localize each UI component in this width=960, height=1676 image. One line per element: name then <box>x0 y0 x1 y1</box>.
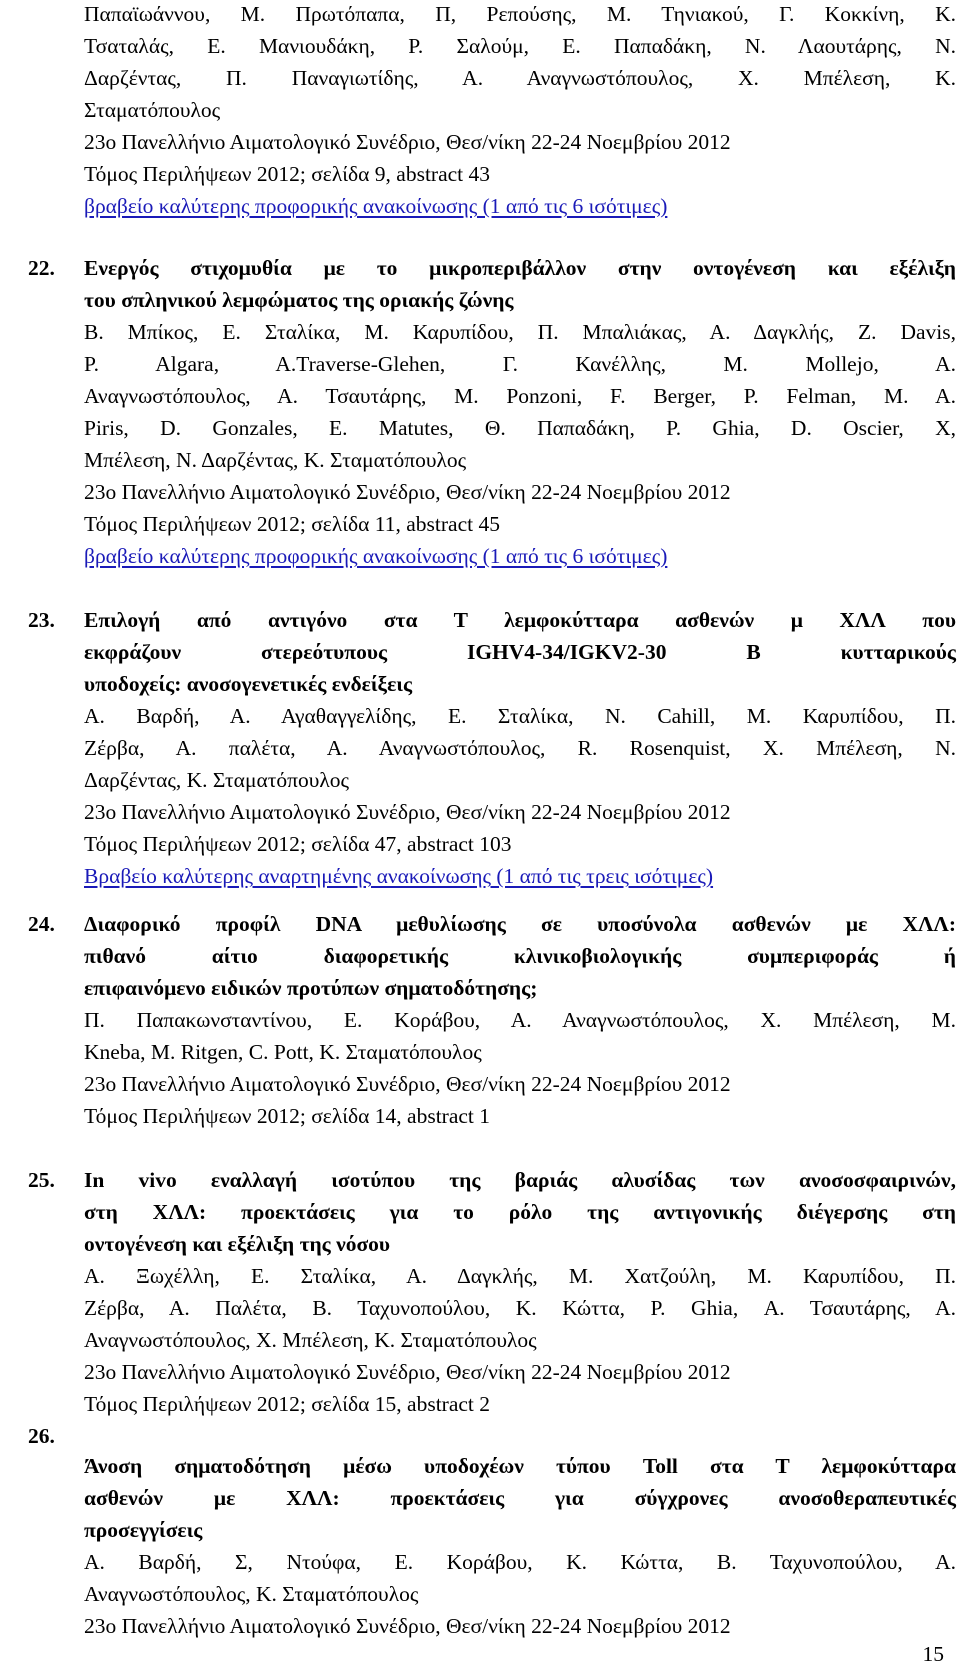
entry-title-line: του σπληνικού λεμφώματος της οριακής ζώνης <box>84 288 514 312</box>
award-link[interactable]: βραβείο καλύτερης προφορικής ανακοίνωσης (1 από τις 6 ισότιμες) <box>84 544 668 568</box>
author-line: Α. Βαρδή, Α. Αγαθαγγελίδης, Ε. Σταλίκα, Ν. Cahill, Μ. Καρυπίδου, Π. <box>84 704 956 728</box>
author-line: Π. Παπακωνσταντίνου, Ε. Κοράβου, Α. Αναγνωστόπουλος, Χ. Μπέλεση, M. <box>84 1008 956 1032</box>
entry-number: 25. <box>28 1168 55 1192</box>
venue-line: 23ο Πανελλήνιο Αιματολογικό Συνέδριο, Θεσ/νίκη 22-24 Νοεμβρίου 2012 <box>84 1360 731 1384</box>
award-link[interactable]: βραβείο καλύτερης προφορικής ανακοίνωσης (1 από τις 6 ισότιμες) <box>84 194 668 218</box>
entry-title-line: ασθενών με ΧΛΛ: προεκτάσεις για σύγχρονες ανοσοθεραπευτικές <box>84 1486 956 1510</box>
entry-number: 22. <box>28 256 55 280</box>
abstract-line: Τόμος Περιλήψεων 2012; σελίδα 14, abstract 1 <box>84 1104 491 1128</box>
author-line: Αναγνωστόπουλος, Χ. Μπέλεση, Κ. Σταματόπουλος <box>84 1328 537 1352</box>
entry-title-line: στη ΧΛΛ: προεκτάσεις για το ρόλο της αντιγονικής διέγερσης στη <box>84 1200 956 1224</box>
venue-line: 23ο Πανελλήνιο Αιματολογικό Συνέδριο, Θεσ/νίκη 22-24 Νοεμβρίου 2012 <box>84 480 731 504</box>
author-line: P. Algara, A.Traverse-Glehen, Γ. Κανέλλης, M. Mollejo, A. <box>84 352 956 376</box>
entry-title-line: πιθανό αίτιο διαφορετικής κλινικοβιολογικής συμπεριφοράς ή <box>84 944 956 968</box>
author-line: Ζέρβα, Α. παλέτα, Α. Αναγνωστόπουλος, R. Rosenquist, Χ. Μπέλεση, Ν. <box>84 736 956 760</box>
author-line: Piris, D. Gonzales, E. Matutes, Θ. Παπαδάκη, P. Ghia, D. Oscier, Χ, <box>84 416 956 440</box>
abstract-line: Τόμος Περιλήψεων 2012; σελίδα 9, abstract 43 <box>84 162 491 186</box>
entry-title-line: Επιλογή από αντιγόνο στα Τ λεμφοκύτταρα ασθενών μ ΧΛΛ που <box>84 608 956 632</box>
author-line: Τσαταλάς, Ε. Μανιουδάκη, Ρ. Σαλούμ, Ε. Παπαδάκη, Ν. Λαουτάρης, Ν. <box>84 34 956 58</box>
entry-title-line: οντογένεση και εξέλιξη της νόσου <box>84 1232 391 1256</box>
author-line: Α. Βαρδή, Σ, Ντούφα, Ε. Κοράβου, Κ. Κώττα, Β. Ταχυνοπούλου, Α. <box>84 1550 956 1574</box>
author-line: Β. Μπίκος, Ε. Σταλίκα, Μ. Καρυπίδου, Π. Μπαλιάκας, Α. Δαγκλής, Z. Davis, <box>84 320 956 344</box>
venue-line: 23ο Πανελλήνιο Αιματολογικό Συνέδριο, Θεσ/νίκη 22-24 Νοεμβρίου 2012 <box>84 130 731 154</box>
entry-number: 26. <box>28 1424 55 1448</box>
entry-title-line: In vivo εναλλαγή ισοτύπου της βαριάς αλυσίδας των ανοσοσφαιρινών, <box>84 1168 956 1192</box>
venue-line: 23ο Πανελλήνιο Αιματολογικό Συνέδριο, Θεσ/νίκη 22-24 Νοεμβρίου 2012 <box>84 800 731 824</box>
venue-line: 23ο Πανελλήνιο Αιματολογικό Συνέδριο, Θεσ/νίκη 22-24 Νοεμβρίου 2012 <box>84 1072 731 1096</box>
entry-22 <box>84 252 956 572</box>
entry-title-line: προσεγγίσεις <box>84 1518 203 1542</box>
entry-24 <box>84 908 956 1132</box>
entry-title-line: εκφράζουν στερεότυπους IGHV4-34/IGKV2-30 Β κυτταρικούς <box>84 640 956 664</box>
entry-title-line: επιφαινόμενο ειδικών προτύπων σηματοδότησης; <box>84 976 538 1000</box>
author-line: Παπαϊωάννου, Μ. Πρωτόπαπα, Π, Ρεπούσης, Μ. Τηνιακού, Γ. Κοκκίνη, Κ. <box>84 2 956 26</box>
author-line: Kneba, M. Ritgen, C. Pott, Κ. Σταματόπουλος <box>84 1040 482 1064</box>
author-line: Σταματόπουλος <box>84 98 221 122</box>
entry-25 <box>84 1164 956 1420</box>
page-number: 15 <box>922 1642 944 1666</box>
entry-number: 23. <box>28 608 55 632</box>
entry-title-line: Ενεργός στιχομυθία με το μικροπεριβάλλον στην οντογένεση και εξέλιξη <box>84 256 956 280</box>
author-line: Δαρζέντας, Κ. Σταματόπουλος <box>84 768 350 792</box>
author-line: Α. Ξωχέλλη, Ε. Σταλίκα, Α. Δαγκλής, Μ. Χατζούλη, Μ. Καρυπίδου, Π. <box>84 1264 956 1288</box>
award-link[interactable]: Βραβείο καλύτερης αναρτημένης ανακοίνωσης (1 από τις τρεις ισότιμες) <box>84 864 714 888</box>
author-line: Μπέλεση, Ν. Δαρζέντας, Κ. Σταματόπουλος <box>84 448 467 472</box>
venue-line: 23ο Πανελλήνιο Αιματολογικό Συνέδριο, Θεσ/νίκη 22-24 Νοεμβρίου 2012 <box>84 1614 731 1638</box>
entry-21-continuation <box>84 0 956 222</box>
entry-title-line: Άνοση σηματοδότηση μέσω υποδοχέων τύπου Toll στα Τ λεμφοκύτταρα <box>84 1454 956 1478</box>
abstract-line: Τόμος Περιλήψεων 2012; σελίδα 47, abstract 103 <box>84 832 512 856</box>
entry-26 <box>84 1450 956 1642</box>
entry-title-line: Διαφορικό προφίλ DNA μεθυλίωσης σε υποσύνολα ασθενών με ΧΛΛ: <box>84 912 956 936</box>
abstract-line: Τόμος Περιλήψεων 2012; σελίδα 15, abstract 2 <box>84 1392 491 1416</box>
author-line: Αναγνωστόπουλος, Κ. Σταματόπουλος <box>84 1582 419 1606</box>
author-line: Ζέρβα, Α. Παλέτα, Β. Ταχυνοπούλου, Κ. Κώττα, P. Ghia, Α. Τσαυτάρης, Α. <box>84 1296 956 1320</box>
author-line: Δαρζέντας, Π. Παναγιωτίδης, Α. Αναγνωστόπουλος, Χ. Μπέλεση, Κ. <box>84 66 956 90</box>
author-line: Αναγνωστόπουλος, Α. Τσαυτάρης, M. Ponzoni, F. Berger, P. Felman, M. A. <box>84 384 956 408</box>
abstract-line: Τόμος Περιλήψεων 2012; σελίδα 11, abstract 45 <box>84 512 500 536</box>
entry-title-line: υποδοχείς: ανοσογενετικές ενδείξεις <box>84 672 413 696</box>
entry-23 <box>84 604 956 892</box>
entry-number: 24. <box>28 912 55 936</box>
